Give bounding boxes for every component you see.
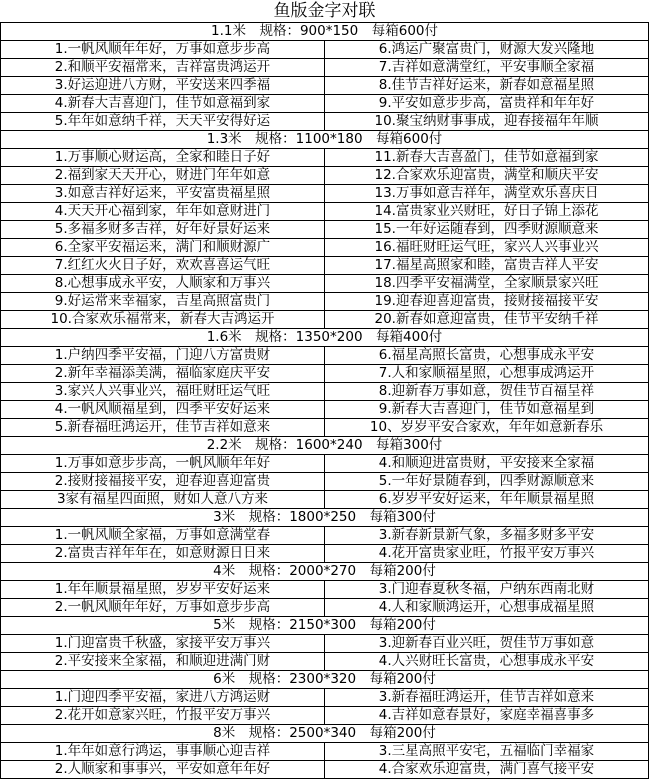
couplet-row <box>1 203 649 221</box>
couplet-row <box>1 455 649 473</box>
couplet-right: 18.四季平安福满堂，全家顺景家兴旺 <box>325 275 649 293</box>
couplet-left: 5.新春福旺鸿运开，佳节吉祥如意来 <box>1 419 325 437</box>
couplet-row <box>1 653 649 671</box>
couplet-row <box>1 761 649 779</box>
couplet-right: 5.一年好景随春到，四季财源顺意来 <box>325 473 649 491</box>
couplet-row <box>1 347 649 365</box>
couplet-left: 1.门迎四季平安福，家进八方鸿运财 <box>1 689 325 707</box>
couplet-right: 3.迎新春百业兴旺，贺佳节万事如意 <box>325 635 649 653</box>
couplet-row <box>1 581 649 599</box>
couplet-left: 3.家兴人兴事业兴，福旺财旺运气旺 <box>1 383 325 401</box>
couplet-left: 9.好运常来幸福家，吉星高照富贵门 <box>1 293 325 311</box>
couplet-right: 4.人兴财旺长富贵，心想事成永平安 <box>325 653 649 671</box>
section-header: 1.3米 规格：1100*180 每箱600付 <box>1 131 649 149</box>
couplet-right: 9.新春大吉喜迎门，佳节如意福星到 <box>325 401 649 419</box>
couplet-left: 7.红红火火日子好，欢欢喜喜运气旺 <box>1 257 325 275</box>
section-header: 6米 规格：2300*320 每箱200付 <box>1 671 649 689</box>
couplet-row <box>1 239 649 257</box>
couplet-left: 4.一帆风顺福星到，四季平安好运来 <box>1 401 325 419</box>
couplet-left: 3.好运迎进八方财，平安送来四季福 <box>1 77 325 95</box>
couplet-left: 1.年年顺景福星照，岁岁平安好运来 <box>1 581 325 599</box>
couplet-row <box>1 275 649 293</box>
couplet-row <box>1 167 649 185</box>
couplet-right: 12.合家欢乐迎富贵，满堂和顺庆平安 <box>325 167 649 185</box>
couplet-left: 1.户纳四季平安福，门迎八方富贵财 <box>1 347 325 365</box>
couplet-left: 1.万事如意步步高，一帆风顺年年好 <box>1 455 325 473</box>
couplet-right: 7.吉祥如意满堂红，平安事顺全家福 <box>325 59 649 77</box>
couplet-left: 2.花开如意家兴旺，竹报平安万事兴 <box>1 707 325 725</box>
couplet-left: 2.富贵吉祥年年在，如意财源日日来 <box>1 545 325 563</box>
couplet-row <box>1 491 649 509</box>
couplet-left: 1.门迎富贵千秋盛，家接平安万事兴 <box>1 635 325 653</box>
couplet-right: 6.鸿运广聚富贵门，财源大发兴隆地 <box>325 41 649 59</box>
couplet-row <box>1 185 649 203</box>
couplet-row <box>1 113 649 131</box>
couplet-left: 5.年年如意纳千祥，天天平安得好运 <box>1 113 325 131</box>
couplet-left: 2.和顺平安福常来，吉祥富贵鸿运开 <box>1 59 325 77</box>
couplet-row <box>1 77 649 95</box>
couplet-row <box>1 743 649 761</box>
page-title: 鱼版金字对联 <box>273 1 376 21</box>
couplet-left: 1.一帆风顺年年好，万事如意步步高 <box>1 41 325 59</box>
couplet-right: 3.三星高照平安宅，五福临门幸福家 <box>325 743 649 761</box>
couplet-right: 8.佳节吉祥好运来，新春如意福星照 <box>325 77 649 95</box>
couplet-row <box>1 599 649 617</box>
couplet-row <box>1 707 649 725</box>
couplet-left: 2.福到家天天开心，财进门年年如意 <box>1 167 325 185</box>
couplet-row <box>1 365 649 383</box>
couplet-right: 11.新春大吉喜盈门，佳节如意福到家 <box>325 149 649 167</box>
couplet-left: 2.平安接来全家福，和顺迎进满门财 <box>1 653 325 671</box>
couplet-left: 1.年年如意行鸿运，事事顺心迎吉祥 <box>1 743 325 761</box>
couplet-left: 2.人顺家和事事兴，平安如意年年好 <box>1 761 325 779</box>
couplet-left: 10.合家欢乐福常来，新春大吉鸿运开 <box>1 311 325 329</box>
section-header: 5米 规格：2150*300 每箱200付 <box>1 617 649 635</box>
couplet-left: 6.全家平安福运来，满门和顺财源广 <box>1 239 325 257</box>
couplet-row <box>1 473 649 491</box>
couplet-left: 4.天天开心福到家，年年如意财进门 <box>1 203 325 221</box>
couplet-right: 19.迎春迎喜迎富贵，接财接福接平安 <box>325 293 649 311</box>
couplet-row <box>1 527 649 545</box>
couplet-table <box>0 22 649 779</box>
couplet-row <box>1 311 649 329</box>
couplet-right: 13.万事如意吉祥年，满堂欢乐喜庆日 <box>325 185 649 203</box>
couplet-row <box>1 221 649 239</box>
section-header-row <box>1 617 649 635</box>
couplet-right: 4.人和家顺鸿运开，心想事成福星照 <box>325 599 649 617</box>
couplet-right: 8.迎新春万事如意，贺佳节百福呈祥 <box>325 383 649 401</box>
couplet-left: 3.如意吉祥好运来，平安富贵福星照 <box>1 185 325 203</box>
couplet-left: 1.万事顺心财运高，全家和睦日子好 <box>1 149 325 167</box>
couplet-left: 3家有福星四面照，财如人意八方来 <box>1 491 325 509</box>
couplet-left: 2.新年幸福添美满，福临家庭庆平安 <box>1 365 325 383</box>
couplet-row <box>1 635 649 653</box>
couplet-row <box>1 95 649 113</box>
couplet-right: 15.一年好运随春到，四季财源顺意来 <box>325 221 649 239</box>
section-header-row <box>1 131 649 149</box>
section-header-row <box>1 437 649 455</box>
couplet-right: 6.福星高照长富贵，心想事成永平安 <box>325 347 649 365</box>
couplet-right: 10.聚宝纳财事事成，迎春接福年年顺 <box>325 113 649 131</box>
couplet-right: 9.平安如意步步高，富贵祥和年年好 <box>325 95 649 113</box>
couplet-left: 8.心想事成永平安，人顺家和万事兴 <box>1 275 325 293</box>
couplet-left: 4.新春大吉喜迎门，佳节如意福到家 <box>1 95 325 113</box>
couplet-right: 3.新春新景新气象，多福多财多平安 <box>325 527 649 545</box>
couplet-row <box>1 383 649 401</box>
section-header: 3米 规格：1800*250 每箱300付 <box>1 509 649 527</box>
section-header: 4米 规格：2000*270 每箱200付 <box>1 563 649 581</box>
couplet-row <box>1 689 649 707</box>
couplet-row <box>1 257 649 275</box>
couplet-left: 2.一帆风顺年年好，万事如意步步高 <box>1 599 325 617</box>
couplet-right: 3.门迎春夏秋冬福，户纳东西南北财 <box>325 581 649 599</box>
couplet-right: 10、岁岁平安合家欢，年年如意新春乐 <box>325 419 649 437</box>
couplet-right: 4.花开富贵家业旺，竹报平安万事兴 <box>325 545 649 563</box>
section-header-row <box>1 329 649 347</box>
section-header-row <box>1 23 649 41</box>
couplet-left: 5.多福多财多吉祥，好年好景好运来 <box>1 221 325 239</box>
couplet-row <box>1 41 649 59</box>
section-header-row <box>1 725 649 743</box>
couplet-row <box>1 401 649 419</box>
couplet-right: 3.新春福旺鸿运开，佳节吉祥如意来 <box>325 689 649 707</box>
couplet-row <box>1 149 649 167</box>
section-header: 1.1米 规格：900*150 每箱600付 <box>1 23 649 41</box>
couplet-right: 4.合家欢乐迎富贵，满门喜气接平安 <box>325 761 649 779</box>
couplet-left: 2.接财接福接平安，迎春迎喜迎富贵 <box>1 473 325 491</box>
couplet-right: 7.人和家顺福星照，心想事成鸿运开 <box>325 365 649 383</box>
section-header: 2.2米 规格：1600*240 每箱300付 <box>1 437 649 455</box>
couplet-right: 6.岁岁平安好运来，年年顺景福星照 <box>325 491 649 509</box>
section-header-row <box>1 509 649 527</box>
section-header: 1.6米 规格：1350*200 每箱400付 <box>1 329 649 347</box>
section-header-row <box>1 563 649 581</box>
couplet-right: 14.富贵家业兴财旺，好日子锦上添花 <box>325 203 649 221</box>
couplet-row <box>1 293 649 311</box>
couplet-right: 4.和顺迎进富贵财，平安接来全家福 <box>325 455 649 473</box>
couplet-row <box>1 545 649 563</box>
couplet-right: 17.福星高照家和睦，富贵吉祥人平安 <box>325 257 649 275</box>
section-header-row <box>1 671 649 689</box>
couplet-right: 20.新春如意迎富贵，佳节平安纳千祥 <box>325 311 649 329</box>
couplet-left: 1.一帆风顺全家福，万事如意满堂春 <box>1 527 325 545</box>
couplet-right: 16.福旺财旺运气旺，家兴人兴事业兴 <box>325 239 649 257</box>
couplet-row <box>1 59 649 77</box>
couplet-right: 4.吉祥如意春景好，家庭幸福喜事多 <box>325 707 649 725</box>
couplet-row <box>1 419 649 437</box>
section-header: 8米 规格：2500*340 每箱200付 <box>1 725 649 743</box>
